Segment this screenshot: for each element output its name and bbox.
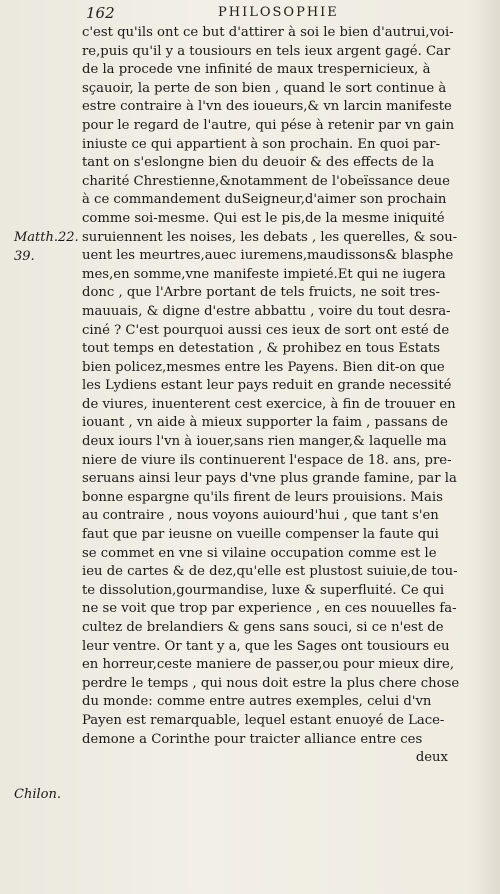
text-line: iouant , vn aide à mieux supporter la faim , passans de [82,415,448,431]
text-line: mauuais, & digne d'estre abbattu , voire du tout desra- [82,303,451,319]
text-line: seruans ainsi leur pays d'vne plus grande famine, par la [82,471,457,487]
text-line: demone a Corinthe pour traicter alliance entre ces [82,731,423,747]
margin-note-author: Chilon. [14,787,61,802]
text-line: pour le regard de l'autre, qui pése à retenir par vn gain [82,117,455,133]
text-line: niere de viure ils continuerent l'espace de 18. ans, pre- [82,452,452,468]
text-line: de viures, inuenterent cest exercice, à fin de trouuer en [82,396,456,412]
text-line: suruiennent les noises, les debats , les querelles, & sou- [82,229,458,245]
text-line: à ce commandement duSeigneur,d'aimer son prochain [82,192,447,208]
text-line: donc , que l'Arbre portant de tels fruicts, ne soit tres- [82,285,441,301]
text-line: faut que par ieusne on vueille compenser la faute qui [82,527,439,543]
text-line: ne se voit que trop par experience , en ces nouuelles fa- [82,601,457,617]
text-line: ieu de cartes & de dez,qu'elle est plustost suiuie,de tou- [82,564,458,580]
text-line: te dissolution,gourmandise, luxe & superfluité. Ce qui [82,582,445,598]
text-line: au contraire , nous voyons auiourd'hui , que tant s'en [82,508,439,524]
text-line: deux iours l'vn à iouer,sans rien manger,& laquelle ma [82,434,447,450]
margin-note-scripture-verse: 39. [14,249,35,264]
text-line: tout temps en detestation , & prohibez en tous Estats [82,341,441,357]
text-line: charité Chrestienne,&notamment de l'obeïssance deue [82,173,450,189]
text-line: comme soi-mesme. Qui est le pis,de la mesme iniquité [82,210,445,226]
text-line: cultez de brelandiers & gens sans souci, si ce n'est de [82,620,444,635]
text-line: perdre le temps , qui nous doit estre la plus chere chose [82,675,460,691]
running-title: PHILOSOPHIE [218,5,339,20]
text-line: en horreur,ceste maniere de passer,ou pour mieux dire, [82,657,455,673]
page-header [86,4,480,24]
text-line: bien policez,mesmes entre les Payens. Bien dit-on que [82,359,445,375]
text-line: sçauoir, la perte de son bien , quand le sort continue à [82,80,447,96]
text-line: re,puis qu'il y a tousiours en tels ieux argent gagé. Car [82,43,451,59]
margin-note-scripture-ref: Matth.22. [14,230,79,245]
page-number: 162 [86,4,115,22]
text-line: de la procede vne infinité de maux trespernicieux, à [82,62,431,78]
text-line: estre contraire à l'vn des ioueurs,& vn larcin manifeste [82,99,452,115]
text-line: c'est qu'ils ont ce but d'attirer à soi le bien d'autrui,voi- [82,25,454,40]
text-line: iniuste ce qui appartient à son prochain. En quoi par- [82,136,441,152]
text-line: mes,en somme,vne manifeste impieté.Et qui ne iugera [82,266,446,282]
text-line: du monde: comme entre autres exemples, celui d'vn [82,694,432,710]
text-line: leur ventre. Or tant y a, que les Sages ont tousiours eu [82,638,450,654]
text-line: se commet en vne si vilaine occupation comme est le [82,545,437,561]
body-text [82,24,480,768]
text-line: uent les meurtres,auec iuremens,maudissons& blasphe [82,248,454,264]
text-line: bonne espargne qu'ils firent de leurs prouisions. Mais [82,489,443,505]
text-line: tant on s'eslongne bien du deuoir & des effects de la [82,155,435,171]
text-line: ciné ? C'est pourquoi aussi ces ieux de sort ont esté de [82,322,450,338]
text-line: Payen est remarquable, lequel estant enuoyé de Lace- [82,712,445,728]
text-line: les Lydiens estant leur pays reduit en grande necessité [82,378,452,394]
text-line: deux [415,750,448,766]
